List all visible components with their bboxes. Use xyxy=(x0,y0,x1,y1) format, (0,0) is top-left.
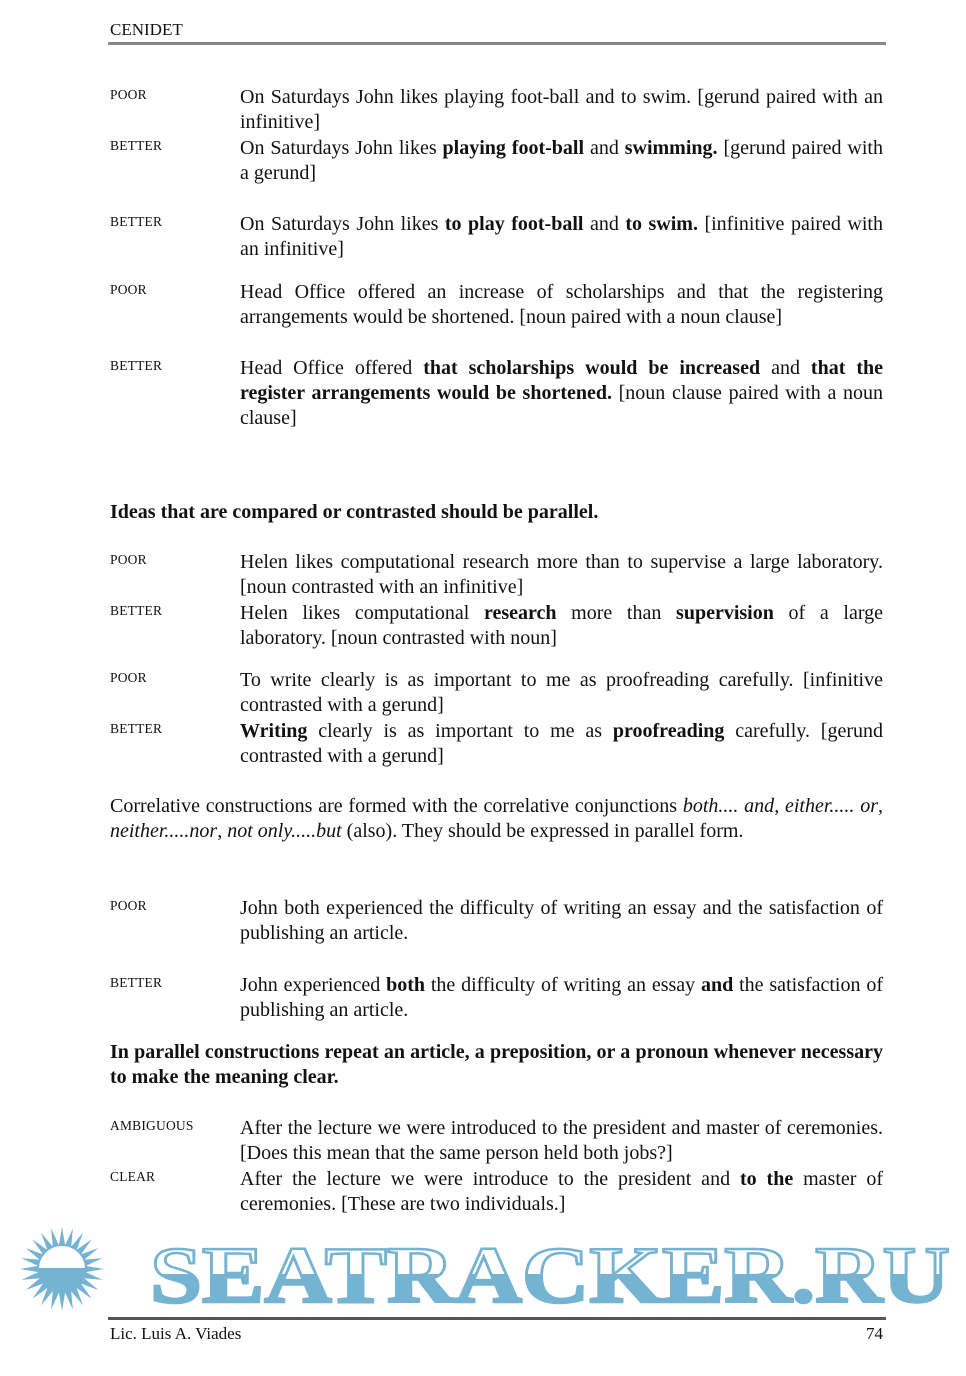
text-run: (also). They should be expressed in parallel form. xyxy=(341,820,744,842)
text-run: Helen likes computational research more than to supervise a large laboratory. [noun contrasted with an infinitive] xyxy=(240,551,883,598)
footer-rule xyxy=(108,1317,886,1320)
text-run: master of ceremonies. [These are two individuals.] xyxy=(240,1168,883,1215)
italic-text: either..... or xyxy=(784,795,878,817)
example-ambiguous xyxy=(110,1116,883,1167)
example-text xyxy=(240,973,883,1023)
example-poor xyxy=(110,896,883,973)
running-header: CENIDET xyxy=(110,20,183,39)
text-run: of a large laboratory. [noun contrasted with noun] xyxy=(240,602,883,649)
example-text xyxy=(240,601,883,651)
text-run: and xyxy=(760,357,811,379)
example-better xyxy=(110,719,883,794)
bold-text: that scholarships would be increased xyxy=(423,357,761,379)
text-run: In parallel constructions repeat an article, a preposition, or a pronoun whenever necessary to make the meaning clear. xyxy=(110,1041,883,1088)
bold-text: playing foot-ball xyxy=(442,137,585,159)
text-run: [noun clause paired with a noun clause] xyxy=(240,382,883,429)
bold-text: that the register arrangements would be shortened. xyxy=(240,357,883,404)
section-heading xyxy=(110,500,883,550)
italic-text: neither.....nor xyxy=(110,820,218,842)
example-clear xyxy=(110,1167,883,1217)
example-label: BETTER xyxy=(110,214,163,229)
example-label: AMBIGUOUS xyxy=(110,1118,194,1133)
example-poor xyxy=(110,85,883,136)
text-run: and xyxy=(584,137,625,159)
bold-text: to the xyxy=(739,1168,794,1190)
example-text xyxy=(240,280,883,330)
example-better xyxy=(110,601,883,668)
example-label: POOR xyxy=(110,282,147,297)
text-run: clearly is as important to me as xyxy=(307,720,613,742)
page-number: 74 xyxy=(866,1324,883,1343)
text-run: John both experienced the difficulty of writing an essay and the satisfaction of publishing an article. xyxy=(240,897,883,944)
example-poor xyxy=(110,280,883,356)
example-text xyxy=(240,136,883,186)
example-label: POOR xyxy=(110,670,147,685)
example-label: POOR xyxy=(110,898,147,913)
text-run: On Saturdays John likes xyxy=(240,213,445,235)
example-label: BETTER xyxy=(110,138,163,153)
example-label: CLEAR xyxy=(110,1169,156,1184)
text-run: [gerund paired with a gerund] xyxy=(240,137,883,184)
example-text xyxy=(240,1116,883,1166)
text-run: After the lecture we were introduced to the president and master of ceremonies. [Does this mean that the same person held both jobs?] xyxy=(240,1117,883,1164)
watermark-logo xyxy=(0,1226,966,1312)
section-heading xyxy=(110,1040,883,1116)
text-run: On Saturdays John likes playing foot-ball and to swim. [gerund paired with an infinitive] xyxy=(240,86,883,133)
bold-text: research xyxy=(483,602,557,624)
header-rule xyxy=(108,42,886,45)
text-run: and xyxy=(583,213,626,235)
text-run: the difficulty of writing an essay xyxy=(424,974,702,996)
text-run: John experienced xyxy=(240,974,387,996)
example-text xyxy=(240,85,883,135)
example-label: POOR xyxy=(110,87,147,102)
example-label: BETTER xyxy=(110,603,163,618)
text-run: Helen likes computational xyxy=(240,602,484,624)
text-run: , xyxy=(774,795,785,817)
text-run: Head Office offered an increase of scholarships and that the registering arrangements would be shortened. [noun paired with a noun clause] xyxy=(240,281,883,328)
text-run: Correlative constructions are formed with the correlative conjunctions xyxy=(110,795,683,817)
bold-text: proofreading xyxy=(612,720,725,742)
example-text xyxy=(240,1167,883,1217)
example-text xyxy=(240,212,883,262)
text-run: , xyxy=(878,795,883,817)
sun-icon xyxy=(20,1227,104,1311)
bold-text: both xyxy=(386,974,425,996)
text-run: more than xyxy=(556,602,677,624)
example-poor xyxy=(110,668,883,719)
paragraph xyxy=(110,794,883,896)
watermark-text: SEATRACKER.RU xyxy=(150,1232,950,1312)
example-better xyxy=(110,212,883,280)
italic-text: both.... and xyxy=(682,795,775,817)
example-better xyxy=(110,356,883,500)
example-better xyxy=(110,973,883,1040)
text-run: Ideas that are compared or contrasted should be parallel. xyxy=(110,501,599,523)
example-text xyxy=(240,896,883,946)
example-label: POOR xyxy=(110,552,147,567)
text-run: To write clearly is as important to me as proofreading carefully. [infinitive contrasted with a gerund] xyxy=(240,669,883,716)
text-run: [infinitive paired with an infinitive] xyxy=(240,213,883,260)
example-text xyxy=(240,550,883,600)
bold-text: to play foot-ball xyxy=(444,213,584,235)
document-body xyxy=(110,85,883,1217)
example-text xyxy=(240,719,883,769)
bold-text: to swim. xyxy=(625,213,698,235)
text-run: Head Office offered xyxy=(240,357,424,379)
bold-text: supervision xyxy=(676,602,774,624)
example-label: BETTER xyxy=(110,358,163,373)
bold-text: and xyxy=(701,974,734,996)
italic-text: not only.....but xyxy=(227,820,342,842)
example-label: BETTER xyxy=(110,721,163,736)
text-run: On Saturdays John likes xyxy=(240,137,443,159)
text-run: , xyxy=(217,820,228,842)
bold-text: Writing xyxy=(240,720,308,742)
footer-author: Lic. Luis A. Viades xyxy=(110,1324,242,1343)
text-run: the satisfaction of publishing an article. xyxy=(240,974,883,1021)
example-text xyxy=(240,668,883,718)
example-better xyxy=(110,136,883,212)
example-label: BETTER xyxy=(110,975,163,990)
bold-text: swimming. xyxy=(624,137,718,159)
text-run: carefully. [gerund contrasted with a gerund] xyxy=(240,720,883,767)
example-poor xyxy=(110,550,883,601)
example-text xyxy=(240,356,883,431)
text-run: After the lecture we were introduce to the president and xyxy=(240,1168,740,1190)
